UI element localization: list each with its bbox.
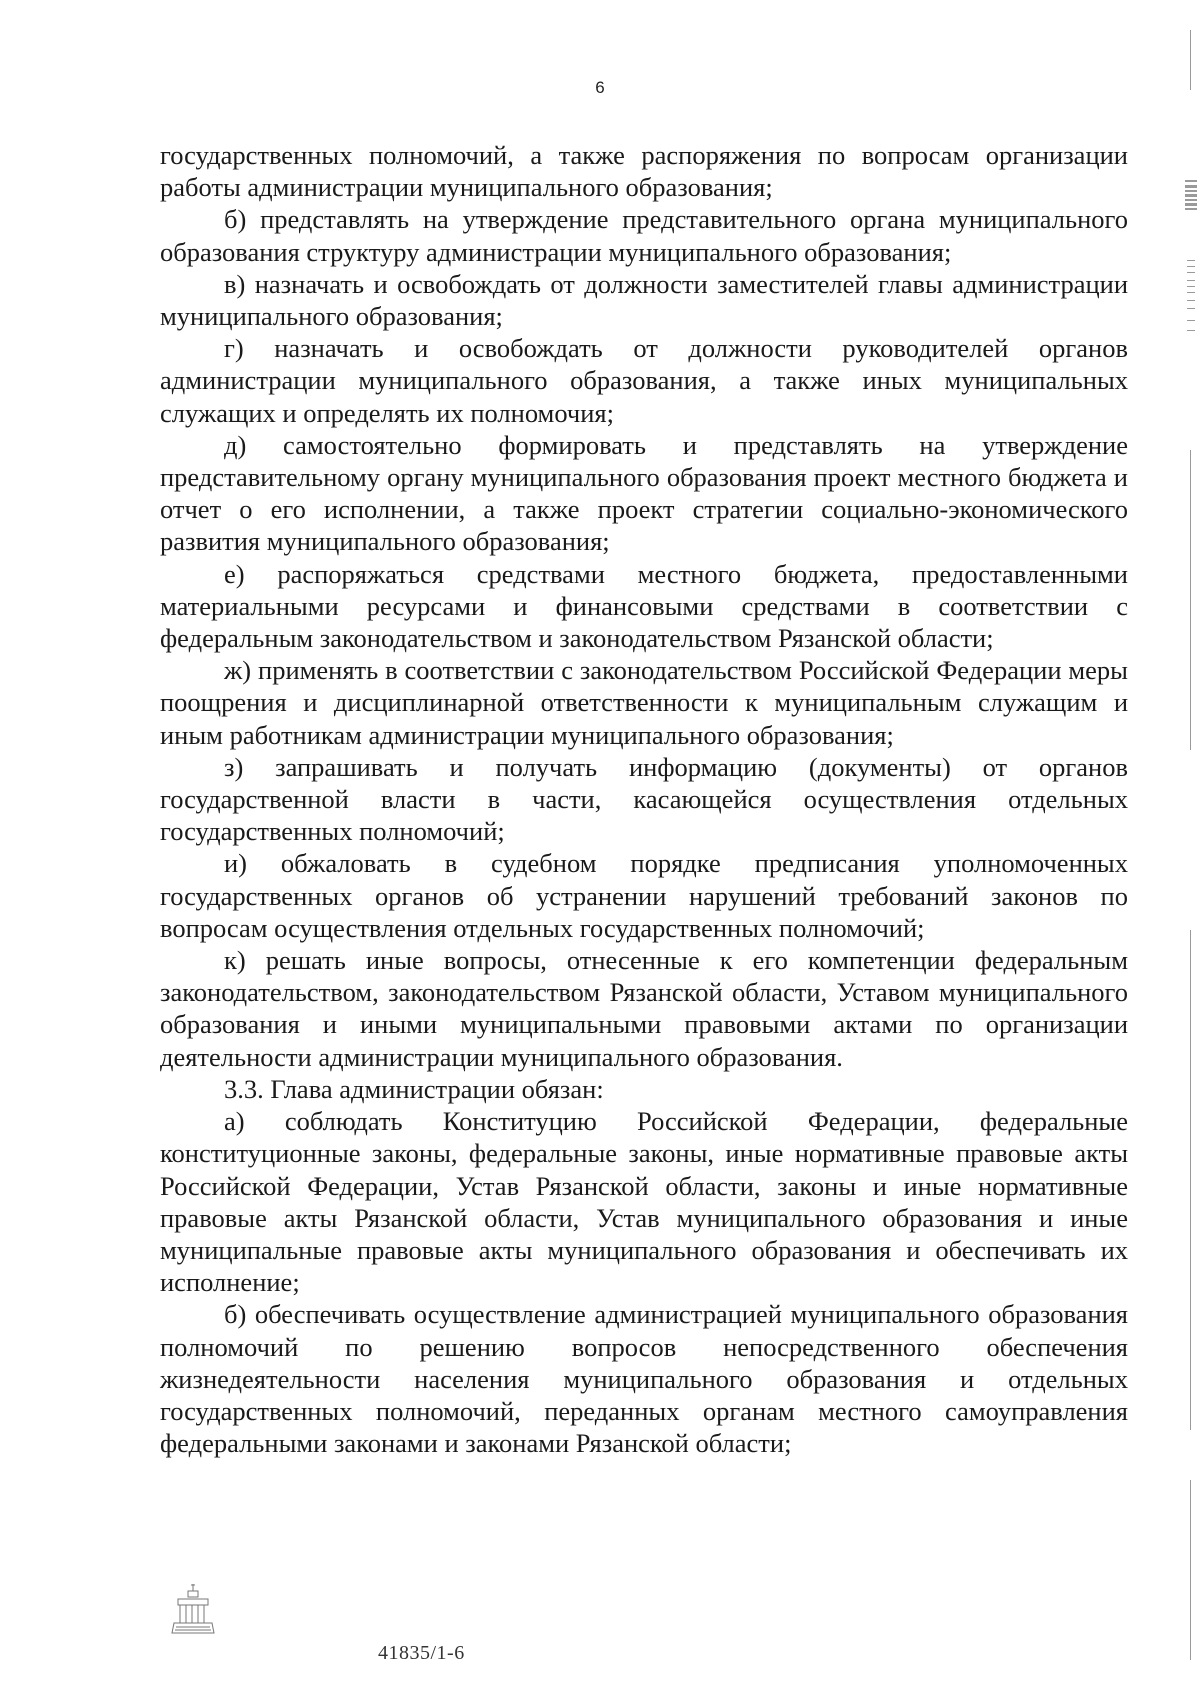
page-number: 6 — [595, 78, 605, 97]
scan-edge-marks — [1183, 30, 1199, 1670]
paragraph: е) распоряжаться средствами местного бюджета, предоставленными материальными ресурсами и финансовыми средствами в соответствии с федеральным законодательством и законодательством Рязанской области; — [160, 558, 1128, 654]
paragraph: з) запрашивать и получать информацию (документы) от органов государственной власти в части, касающейся осуществления отдельных государственных полномочий; — [160, 751, 1128, 847]
paragraph: б) обеспечивать осуществление администрацией муниципального образования полномочий по решению вопросов непосредственного обеспечения жизнедеятельности населения муниципального образования и отдельных государственных полномочий, переданных органам местного самоуправления федеральными законами и законами Рязанской области; — [160, 1299, 1128, 1459]
paragraph: б) представлять на утверждение представительного органа муниципального образования структуру администрации муниципального образования; — [160, 204, 1128, 267]
paragraph: к) решать иные вопросы, отнесенные к его компетенции федеральным законодательством, законодательством Рязанской области, Уставом муниципального образования и иными муниципальными правовыми актами по организации деятельности администрации муниципального образования. — [160, 945, 1128, 1072]
paragraph: государственных полномочий, а также распоряжения по вопросам организации работы администрации муниципального образования; — [160, 140, 1128, 203]
paragraph: а) соблюдать Конституцию Российской Федерации, федеральные конституционные законы, федеральные законы, иные нормативные правовые акты Российской Федерации, Устав Рязанской области, законы и иные нормативные правовые акты Рязанской области, Устав муниципального образования и иные муниципальные правовые акты муниципального образования и обеспечивать их исполнение; — [160, 1106, 1128, 1298]
document-body — [160, 139, 1128, 1459]
paragraph: д) самостоятельно формировать и представлять на утверждение представительному органу муниципального образования проект местного бюджета и отчет о его исполнении, а также проект стратегии социально-экономического развития муниципального образования; — [160, 429, 1128, 557]
document-code: 41835/1-6 — [378, 1642, 465, 1664]
paragraph: и) обжаловать в судебном порядке предписания уполномоченных государственных органов об устранении нарушений требований законов по вопросам осуществления отдельных государственных полномочий; — [160, 848, 1128, 943]
paragraph: г) назначать и освобождать от должности руководителей органов администрации муниципального образования, а также иных муниципальных служащих и определять их полномочия; — [160, 333, 1128, 428]
section-heading: 3.3. Глава администрации обязан: — [224, 1073, 604, 1104]
coat-of-arms-icon — [170, 1583, 216, 1637]
paragraph: в) назначать и освобождать от должности заместителей главы администрации муниципального образования; — [160, 268, 1128, 332]
paragraph: ж) применять в соответствии с законодательством Российской Федерации меры поощрения и дисциплинарной ответственности к муниципальным служащим и иным работникам администрации муниципального образования; — [160, 655, 1128, 750]
